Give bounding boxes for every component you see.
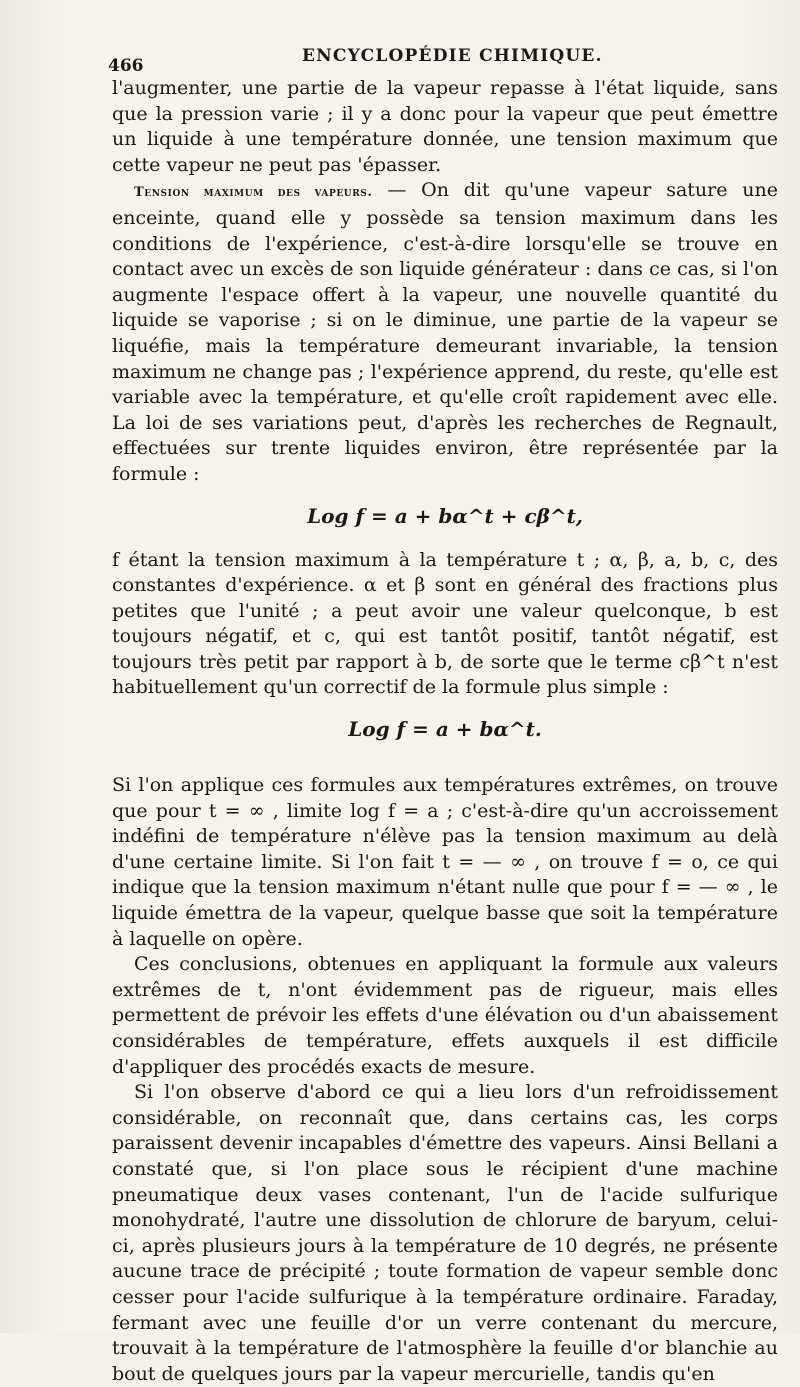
page-number: 466: [108, 56, 144, 76]
paragraph-3: f étant la tension maximum à la température t ; α, β, a, b, c, des constantes d'expérience. α et β sont en général des fractions plus petites que l'unité ; a peut avoir une valeur quelconque, b est toujours négatif, et c, qui est tantôt positif, tantôt négatif, est toujours très petit par rapport à b, de sorte que le terme cβ^t n'est habituellement qu'un correctif de la formule plus simple :: [112, 548, 778, 699]
section-heading: Tension maximum des vapeurs.: [134, 185, 373, 201]
formula-2: Log f = a + bα^t.: [348, 717, 542, 742]
running-title: ENCYCLOPÉDIE CHIMIQUE.: [302, 46, 603, 66]
formula-1: Log f = a + bα^t + cβ^t,: [307, 503, 583, 528]
paragraph-6: Si l'on observe d'abord ce qui a lieu lors d'un refroidissement considérable, on reconnaît que, dans certains cas, les corps paraissent devenir incapables d'émettre des vapeurs. Ainsi Bellani a constaté que, si l'on place sous le récipient d'une machine pneumatique deux vases contenant, l'un de l'acide sulfurique monohydraté, l'autre une dissolution de chlorure de baryum, celui-ci, après plusieurs jours à la température de 10 degrés, ne présente aucune trace de précipité ; toute formation de vapeur semble donc cesser pour l'acide sulfurique à la température ordinaire. Faraday, fermant avec une feuille d'or un verre contenant du mercure, trouvait à la température de l'atmosphère la feuille d'or blanchie au bout de quelques jours par la vapeur mercurielle, tandis qu'en: [112, 1081, 778, 1385]
paragraph-5: Ces conclusions, obtenues en appliquant la formule aux valeurs extrêmes de t, n'ont évidemment pas de rigueur, mais elles permettent de prévoir les effets d'une élévation ou d'un abaissement considérables de température, effets auxquels il est difficile d'appliquer des procédés exacts de mesure.: [112, 953, 778, 1078]
body-text: [112, 76, 778, 1387]
paragraph-4: Si l'on applique ces formules aux températures extrêmes, on trouve que pour t = ∞ , limite log f = a ; c'est-à-dire qu'un accroissement indéfini de température n'élève pas la tension maximum au delà d'une certaine limite. Si l'on fait t = — ∞ , on trouve f = o, ce qui indique que la tension maximum n'étant nulle que pour f = — ∞ , le liquide émettra de la vapeur, quelque basse que soit la température à laquelle on opère.: [112, 774, 778, 950]
paragraph-2: [112, 178, 778, 487]
paragraph-2-text: — On dit qu'une vapeur sature une enceinte, quand elle y possède sa tension maximum dans les conditions de l'expérience, c'est-à-dire lorsqu'elle se trouve en contact avec un excès de son liquide générateur : dans ce cas, si l'on augmente l'espace offert à la vapeur, une nouvelle quantité du liquide se vaporise ; si on le diminue, une partie de la vapeur se liquéfie, mais la température demeurant invariable, la tension maximum ne change pas ; l'expérience apprend, du reste, qu'elle est variable avec la température, et qu'elle croît rapidement avec elle. La loi de ses variations peut, d'après les recherches de Regnault, effectuées sur trente liquides environ, être représentée par la formule :: [112, 179, 778, 485]
running-head: [108, 40, 778, 76]
paragraph-1: l'augmenter, une partie de la vapeur repasse à l'état liquide, sans que la pression varie ; il y a donc pour la vapeur que peut émettre un liquide à une température donnée, une tension maximum que cette vapeur ne peut pas 'épasser.: [112, 77, 778, 176]
